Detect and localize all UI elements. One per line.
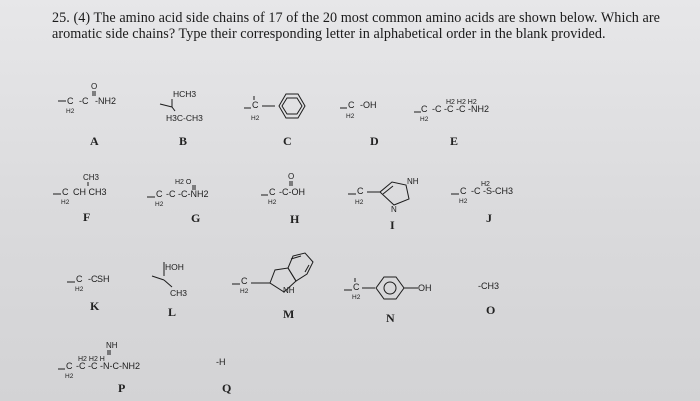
structure-o [478, 281, 499, 291]
label-h: H [290, 212, 300, 226]
svg-text:C: C [460, 186, 467, 196]
svg-text:C: C [241, 276, 248, 286]
structure-i [348, 177, 419, 214]
structure-d [340, 100, 377, 120]
svg-text:H2: H2 [155, 201, 164, 208]
svg-text:N: N [391, 205, 397, 214]
svg-text:C: C [156, 189, 163, 199]
svg-text:C: C [348, 100, 355, 110]
structure-e [414, 99, 489, 123]
label-e: E [450, 134, 459, 148]
label-j: J [486, 211, 492, 225]
label-d: D [370, 134, 379, 148]
structure-p [58, 341, 140, 380]
svg-text:-OH: -OH [360, 100, 377, 110]
svg-text:-C: -C [79, 96, 89, 106]
svg-text:CH3: CH3 [170, 288, 188, 298]
svg-text:-C -C -C -NH2: -C -C -C -NH2 [432, 104, 489, 114]
svg-text:H2: H2 [420, 116, 429, 123]
label-m: M [283, 307, 295, 321]
svg-text:C: C [252, 100, 259, 110]
svg-text:H2: H2 [352, 294, 361, 301]
svg-text:-C: -C [88, 274, 98, 284]
label-a: A [90, 134, 99, 148]
structure-q [216, 357, 226, 367]
svg-text:H2: H2 [251, 115, 260, 122]
svg-text:O: O [91, 82, 98, 91]
svg-text:H2: H2 [75, 286, 84, 293]
svg-text:C: C [357, 186, 364, 196]
svg-text:H2: H2 [65, 373, 74, 380]
svg-text:H2 H2 H2: H2 H2 H2 [446, 99, 477, 106]
structure-f [53, 173, 107, 206]
label-b: B [179, 134, 188, 148]
svg-text:-C -C -N-C-NH2: -C -C -N-C-NH2 [76, 361, 140, 371]
label-k: K [90, 299, 100, 313]
svg-text:H2 O: H2 O [175, 179, 192, 186]
svg-text:NH: NH [106, 341, 118, 350]
structure-c [244, 94, 305, 122]
svg-text:CH3: CH3 [83, 173, 100, 182]
svg-text:H2: H2 [481, 181, 490, 188]
svg-text:O: O [288, 172, 295, 181]
svg-text:H2: H2 [355, 199, 364, 206]
svg-text:C: C [76, 274, 83, 284]
svg-text:-C-OH: -C-OH [279, 187, 305, 197]
svg-text:CH CH3: CH CH3 [73, 187, 107, 197]
structure-k [67, 274, 110, 293]
svg-text:H3C-CH3: H3C-CH3 [166, 113, 203, 123]
svg-text:HOH: HOH [165, 262, 184, 272]
svg-text:SH: SH [97, 274, 110, 284]
svg-text:C: C [66, 361, 73, 371]
label-f: F [83, 210, 91, 224]
label-o: O [486, 303, 496, 317]
label-p: P [118, 381, 126, 395]
svg-text:NH: NH [283, 286, 295, 295]
label-n: N [386, 311, 395, 325]
svg-text:C: C [421, 104, 428, 114]
svg-text:-CH3: -CH3 [478, 281, 500, 291]
svg-text:OH: OH [418, 283, 432, 293]
structure-l [152, 262, 187, 298]
svg-text:C: C [67, 96, 74, 106]
label-l: L [168, 305, 177, 319]
svg-text:C: C [353, 282, 360, 292]
structure-b [160, 89, 203, 123]
structure-j [451, 181, 513, 205]
svg-text:H2: H2 [268, 199, 277, 206]
svg-text:C: C [269, 187, 276, 197]
svg-text:NH: NH [407, 177, 419, 186]
label-q: Q [222, 381, 232, 395]
label-c: C [283, 134, 292, 148]
structure-a [58, 82, 116, 115]
structure-n [344, 277, 432, 301]
svg-text:H2: H2 [61, 199, 70, 206]
question-text: 25. (4) The amino acid side chains of 17 of the 20 most common amino acids are shown below. Which are aromatic side chains? Type their corresponding letter in alphabetical order in the blank provided. [52, 10, 660, 42]
svg-text:-C -C-NH2: -C -C-NH2 [166, 189, 209, 199]
svg-text:-H: -H [216, 357, 226, 367]
svg-text:-C -S-CH3: -C -S-CH3 [471, 186, 513, 196]
label-g: G [191, 211, 201, 225]
svg-text:H2: H2 [240, 288, 249, 295]
structure-h [261, 172, 305, 206]
svg-text:HCH3: HCH3 [173, 89, 197, 99]
svg-text:H2: H2 [66, 108, 75, 115]
svg-text:H2: H2 [459, 198, 468, 205]
structure-g [147, 179, 209, 208]
svg-text:-NH2: -NH2 [95, 96, 117, 106]
svg-text:C: C [62, 187, 69, 197]
svg-text:H2: H2 [346, 113, 355, 120]
label-i: I [390, 218, 395, 232]
svg-text:H2 H2 H: H2 H2 H [78, 356, 105, 363]
structure-m [232, 253, 313, 295]
